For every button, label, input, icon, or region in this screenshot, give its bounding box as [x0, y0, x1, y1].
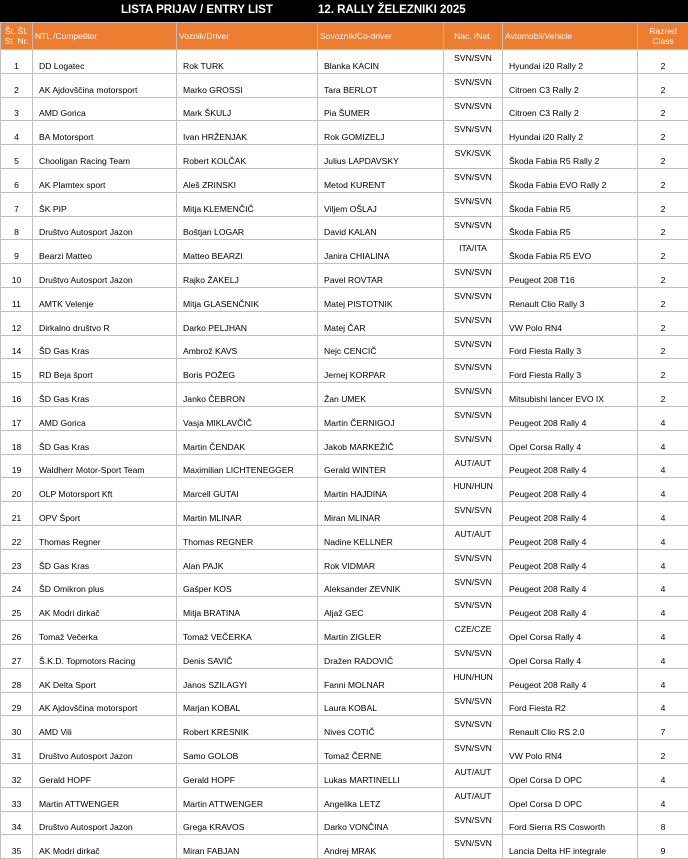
cell-codriver: Viljem OŠLAJ [318, 192, 444, 216]
cell-vehicle: Peugeot 208 T16 [503, 264, 638, 288]
cell-codriver: Julius LAPDAVSKY [318, 145, 444, 169]
cell-vehicle: Ford Fiesta Rally 3 [503, 335, 638, 359]
cell-nr: 35 [1, 835, 33, 859]
cell-codriver: Nejc CENCIČ [318, 335, 444, 359]
cell-driver: Martin ATTWENGER [177, 787, 318, 811]
cell-nr: 22 [1, 525, 33, 549]
table-row [1, 335, 688, 359]
cell-vehicle: Škoda Fabia EVO Rally 2 [503, 168, 638, 192]
cell-nr: 16 [1, 383, 33, 407]
cell-driver: Mitja BRATINA [177, 597, 318, 621]
cell-driver: Denis SAVIČ [177, 644, 318, 668]
cell-competitor: Bearzi Matteo [33, 240, 177, 264]
cell-vehicle: Peugeot 208 Rally 4 [503, 502, 638, 526]
cell-nr: 2 [1, 73, 33, 97]
table-row [1, 145, 688, 169]
cell-competitor: AK Ajdovščina motorsport [33, 73, 177, 97]
cell-driver: Alan PAJK [177, 549, 318, 573]
cell-driver: Maximilian LICHTENEGGER [177, 454, 318, 478]
cell-competitor: ŠD Omikron plus [33, 573, 177, 597]
cell-driver: Darko PELJHAN [177, 311, 318, 335]
cell-nr: 9 [1, 240, 33, 264]
cell-nr: 5 [1, 145, 33, 169]
cell-class: 4 [638, 430, 688, 454]
cell-driver: Boštjan LOGAR [177, 216, 318, 240]
cell-nat: SVN/SVN [444, 311, 503, 335]
cell-nr: 29 [1, 692, 33, 716]
table-row [1, 763, 688, 787]
table-row [1, 478, 688, 502]
cell-codriver: Laura KOBAL [318, 692, 444, 716]
cell-class: 7 [638, 716, 688, 740]
cell-competitor: AK Modri dirkač [33, 597, 177, 621]
cell-codriver: Pia ŠUMER [318, 97, 444, 121]
cell-competitor: OPV Šport [33, 502, 177, 526]
cell-driver: Marko GROSSI [177, 73, 318, 97]
table-row [1, 454, 688, 478]
cell-competitor: Tomaž Večerka [33, 621, 177, 645]
cell-nr: 18 [1, 430, 33, 454]
cell-class: 4 [638, 478, 688, 502]
cell-codriver: Martin HAJDINA [318, 478, 444, 502]
cell-vehicle: Opel Corsa Rally 4 [503, 644, 638, 668]
table-row [1, 597, 688, 621]
cell-competitor: DD Logatec [33, 50, 177, 74]
cell-nat: HUN/HUN [444, 478, 503, 502]
cell-competitor: AMTK Velenje [33, 287, 177, 311]
cell-competitor: Društvo Autosport Jazon [33, 216, 177, 240]
cell-driver: Tomaž VEČERKA [177, 621, 318, 645]
cell-nr: 28 [1, 668, 33, 692]
cell-nat: SVN/SVN [444, 573, 503, 597]
cell-nr: 12 [1, 311, 33, 335]
cell-vehicle: Peugeot 208 Rally 4 [503, 597, 638, 621]
cell-nat: SVN/SVN [444, 740, 503, 764]
cell-nat: AUT/AUT [444, 787, 503, 811]
cell-driver: Janos SZILAGYI [177, 668, 318, 692]
table-row [1, 811, 688, 835]
header-row [1, 23, 688, 50]
title-left: LISTA PRIJAV / ENTRY LIST [121, 4, 273, 16]
table-row [1, 168, 688, 192]
cell-driver: Martin MLINAR [177, 502, 318, 526]
cell-nr: 20 [1, 478, 33, 502]
cell-class: 4 [638, 597, 688, 621]
cell-competitor: ŠD Gas Kras [33, 335, 177, 359]
cell-class: 4 [638, 692, 688, 716]
header-vehicle: Avtomobil/Vehicle [503, 23, 638, 50]
cell-vehicle: Hyundai i20 Rally 2 [503, 121, 638, 145]
cell-vehicle: Opel Corsa D OPC [503, 787, 638, 811]
title-right: 12. RALLY ŽELEZNIKI 2025 [318, 4, 466, 16]
cell-nat: AUT/AUT [444, 454, 503, 478]
cell-vehicle: Peugeot 208 Rally 4 [503, 406, 638, 430]
cell-nr: 19 [1, 454, 33, 478]
cell-codriver: Andrej MRAK [318, 835, 444, 859]
cell-competitor: AMD Vili [33, 716, 177, 740]
cell-nr: 4 [1, 121, 33, 145]
table-row [1, 121, 688, 145]
cell-driver: Mitja GLASENČNIK [177, 287, 318, 311]
cell-competitor: OLP Motorsport Kft [33, 478, 177, 502]
table-row [1, 525, 688, 549]
cell-nat: SVN/SVN [444, 502, 503, 526]
cell-vehicle: Lancia Delta HF integrale [503, 835, 638, 859]
cell-driver: Marjan KOBAL [177, 692, 318, 716]
entry-list-table [0, 22, 688, 859]
cell-nat: SVN/SVN [444, 121, 503, 145]
table-row [1, 835, 688, 859]
cell-class: 2 [638, 121, 688, 145]
cell-codriver: Martin ČERNIGOJ [318, 406, 444, 430]
cell-nat: SVN/SVN [444, 264, 503, 288]
cell-vehicle: Peugeot 208 Rally 4 [503, 525, 638, 549]
cell-nr: 23 [1, 549, 33, 573]
cell-class: 4 [638, 502, 688, 526]
cell-nat: SVN/SVN [444, 73, 503, 97]
cell-competitor: Chooligan Racing Team [33, 145, 177, 169]
cell-codriver: Žan UMEK [318, 383, 444, 407]
cell-nat: SVN/SVN [444, 216, 503, 240]
cell-nat: SVN/SVN [444, 430, 503, 454]
cell-vehicle: Renault Clio Rally 3 [503, 287, 638, 311]
cell-competitor: Dirkalno društvo R [33, 311, 177, 335]
cell-vehicle: Ford Sierra RS Cosworth [503, 811, 638, 835]
header-driver: Voznik/Driver [177, 23, 318, 50]
cell-vehicle: Peugeot 208 Rally 4 [503, 573, 638, 597]
cell-competitor: AK Plamtex sport [33, 168, 177, 192]
header-codriver: Sovoznik/Co-driver [318, 23, 444, 50]
cell-nr: 25 [1, 597, 33, 621]
cell-class: 4 [638, 668, 688, 692]
header-nat: Nac. /Nat. [444, 23, 503, 50]
title-bar [0, 0, 688, 22]
cell-class: 2 [638, 216, 688, 240]
cell-nat: SVN/SVN [444, 692, 503, 716]
cell-codriver: Aljaž GEC [318, 597, 444, 621]
cell-nat: SVN/SVN [444, 811, 503, 835]
cell-vehicle: Opel Corsa Rally 4 [503, 430, 638, 454]
cell-driver: Grega KRAVOS [177, 811, 318, 835]
cell-competitor: ŠD Gas Kras [33, 383, 177, 407]
cell-competitor: Waldherr Motor-Sport Team [33, 454, 177, 478]
cell-driver: Robert KOLČAK [177, 145, 318, 169]
cell-driver: Janko ČEBRON [177, 383, 318, 407]
cell-class: 4 [638, 621, 688, 645]
cell-codriver: Gerald WINTER [318, 454, 444, 478]
cell-competitor: ŠD Gas Kras [33, 549, 177, 573]
cell-vehicle: Škoda Fabia R5 [503, 192, 638, 216]
cell-nat: SVN/SVN [444, 287, 503, 311]
cell-nr: 6 [1, 168, 33, 192]
header-class: Razred Class [638, 23, 688, 50]
cell-codriver: Martin ZIGLER [318, 621, 444, 645]
header-nr: Št. Št. St. Nr. [1, 23, 33, 50]
table-row [1, 359, 688, 383]
cell-competitor: Gerald HOPF [33, 763, 177, 787]
cell-competitor: AK Ajdovščina motorsport [33, 692, 177, 716]
cell-nr: 30 [1, 716, 33, 740]
cell-competitor: AK Delta Sport [33, 668, 177, 692]
cell-class: 2 [638, 264, 688, 288]
cell-competitor: BA Motorsport [33, 121, 177, 145]
cell-vehicle: Škoda Fabia R5 [503, 216, 638, 240]
cell-driver: Ambrož KAVS [177, 335, 318, 359]
table-row [1, 716, 688, 740]
cell-class: 2 [638, 240, 688, 264]
table-row [1, 644, 688, 668]
cell-driver: Rok TURK [177, 50, 318, 74]
cell-class: 2 [638, 192, 688, 216]
cell-codriver: Matej ČAR [318, 311, 444, 335]
cell-codriver: Darko VONČINA [318, 811, 444, 835]
cell-nat: AUT/AUT [444, 763, 503, 787]
table-row [1, 287, 688, 311]
cell-vehicle: Citroen C3 Rally 2 [503, 73, 638, 97]
table-row [1, 740, 688, 764]
table-row [1, 406, 688, 430]
cell-vehicle: Peugeot 208 Rally 4 [503, 549, 638, 573]
header-competitor: NTL /Competitor [33, 23, 177, 50]
cell-codriver: Pavel ROVTAR [318, 264, 444, 288]
cell-class: 4 [638, 454, 688, 478]
cell-class: 2 [638, 359, 688, 383]
cell-competitor: ŠK PIP [33, 192, 177, 216]
cell-driver: Mark ŠKULJ [177, 97, 318, 121]
cell-nr: 24 [1, 573, 33, 597]
table-row [1, 264, 688, 288]
cell-driver: Samo GOLOB [177, 740, 318, 764]
cell-nat: SVN/SVN [444, 168, 503, 192]
cell-codriver: Jernej KORPAR [318, 359, 444, 383]
cell-competitor: Š.K.D. Topmotors Racing [33, 644, 177, 668]
cell-codriver: Janira CHIALINA [318, 240, 444, 264]
cell-class: 4 [638, 644, 688, 668]
cell-nr: 15 [1, 359, 33, 383]
cell-vehicle: VW Polo RN4 [503, 311, 638, 335]
cell-codriver: Aleksander ZEVNIK [318, 573, 444, 597]
cell-class: 2 [638, 383, 688, 407]
cell-driver: Miran FABJAN [177, 835, 318, 859]
cell-nr: 14 [1, 335, 33, 359]
cell-driver: Rajko ŽAKELJ [177, 264, 318, 288]
cell-driver: Martin ČENDAK [177, 430, 318, 454]
cell-nat: SVN/SVN [444, 50, 503, 74]
table-row [1, 573, 688, 597]
cell-nat: CZE/CZE [444, 621, 503, 645]
cell-vehicle: Hyundai i20 Rally 2 [503, 50, 638, 74]
cell-competitor: Martin ATTWENGER [33, 787, 177, 811]
cell-class: 8 [638, 811, 688, 835]
cell-nat: SVN/SVN [444, 716, 503, 740]
cell-nat: SVN/SVN [444, 383, 503, 407]
cell-vehicle: Mitsubishi lancer EVO IX [503, 383, 638, 407]
cell-codriver: Rok VIDMAR [318, 549, 444, 573]
cell-vehicle: Peugeot 208 Rally 4 [503, 478, 638, 502]
cell-class: 2 [638, 168, 688, 192]
cell-nr: 21 [1, 502, 33, 526]
cell-nr: 26 [1, 621, 33, 645]
table-row [1, 621, 688, 645]
cell-codriver: Lukas MARTINELLI [318, 763, 444, 787]
cell-class: 9 [638, 835, 688, 859]
cell-codriver: Tomaž ČERNE [318, 740, 444, 764]
cell-codriver: Metod KURENT [318, 168, 444, 192]
cell-codriver: Blanka KACIN [318, 50, 444, 74]
cell-nat: ITA/ITA [444, 240, 503, 264]
cell-nat: SVN/SVN [444, 335, 503, 359]
cell-class: 2 [638, 287, 688, 311]
cell-driver: Gerald HOPF [177, 763, 318, 787]
table-row [1, 430, 688, 454]
cell-nr: 17 [1, 406, 33, 430]
cell-competitor: Društvo Autosport Jazon [33, 740, 177, 764]
cell-vehicle: Renault Clio RS 2.0 [503, 716, 638, 740]
cell-nr: 1 [1, 50, 33, 74]
table-row [1, 549, 688, 573]
cell-codriver: Nives COTIČ [318, 716, 444, 740]
cell-nr: 10 [1, 264, 33, 288]
cell-competitor: Thomas Regner [33, 525, 177, 549]
cell-nat: SVN/SVN [444, 597, 503, 621]
cell-driver: Aleš ZRINSKI [177, 168, 318, 192]
cell-vehicle: VW Polo RN4 [503, 740, 638, 764]
cell-nr: 11 [1, 287, 33, 311]
cell-driver: Thomas REGNER [177, 525, 318, 549]
cell-codriver: Jakob MARKEŽIČ [318, 430, 444, 454]
cell-driver: Ivan HRŽENJAK [177, 121, 318, 145]
cell-class: 2 [638, 97, 688, 121]
cell-driver: Marcell GUTAI [177, 478, 318, 502]
cell-driver: Mitja KLEMENČIČ [177, 192, 318, 216]
table-row [1, 216, 688, 240]
cell-vehicle: Ford Fiesta Rally 3 [503, 359, 638, 383]
cell-vehicle: Ford Fiesta R2 [503, 692, 638, 716]
cell-codriver: David KALAN [318, 216, 444, 240]
cell-driver: Robert KRESNIK [177, 716, 318, 740]
cell-competitor: AMD Gorica [33, 97, 177, 121]
cell-codriver: Nadine KELLNER [318, 525, 444, 549]
cell-codriver: Rok GOMIZELJ [318, 121, 444, 145]
cell-class: 4 [638, 549, 688, 573]
cell-class: 4 [638, 525, 688, 549]
cell-competitor: RD Beja šport [33, 359, 177, 383]
cell-codriver: Tara BERLOT [318, 73, 444, 97]
cell-nat: SVN/SVN [444, 359, 503, 383]
table-row [1, 192, 688, 216]
cell-class: 2 [638, 740, 688, 764]
cell-driver: Vasja MIKLAVČIČ [177, 406, 318, 430]
cell-nat: SVN/SVN [444, 835, 503, 859]
cell-class: 2 [638, 50, 688, 74]
cell-nat: SVN/SVN [444, 406, 503, 430]
table-row [1, 502, 688, 526]
cell-nr: 34 [1, 811, 33, 835]
cell-codriver: Fanni MOLNAR [318, 668, 444, 692]
cell-vehicle: Peugeot 208 Rally 4 [503, 454, 638, 478]
cell-class: 2 [638, 145, 688, 169]
cell-codriver: Angelika LETZ [318, 787, 444, 811]
cell-nr: 27 [1, 644, 33, 668]
cell-class: 2 [638, 311, 688, 335]
cell-nat: SVN/SVN [444, 97, 503, 121]
cell-competitor: Društvo Autosport Jazon [33, 264, 177, 288]
cell-codriver: Miran MLINAR [318, 502, 444, 526]
cell-nr: 8 [1, 216, 33, 240]
cell-nr: 33 [1, 787, 33, 811]
cell-nat: SVN/SVN [444, 549, 503, 573]
table-row [1, 787, 688, 811]
cell-nr: 32 [1, 763, 33, 787]
cell-class: 4 [638, 573, 688, 597]
cell-class: 2 [638, 73, 688, 97]
cell-vehicle: Opel Corsa D OPC [503, 763, 638, 787]
table-row [1, 240, 688, 264]
cell-class: 4 [638, 763, 688, 787]
cell-class: 4 [638, 787, 688, 811]
table-row [1, 311, 688, 335]
cell-nr: 3 [1, 97, 33, 121]
table-row [1, 50, 688, 74]
cell-codriver: Dražen RADOVIČ [318, 644, 444, 668]
cell-nat: SVN/SVN [444, 192, 503, 216]
cell-nr: 7 [1, 192, 33, 216]
cell-nat: HUN/HUN [444, 668, 503, 692]
cell-codriver: Matej PISTOTNIK [318, 287, 444, 311]
cell-driver: Boris POŽEG [177, 359, 318, 383]
table-row [1, 668, 688, 692]
cell-class: 4 [638, 406, 688, 430]
table-row [1, 692, 688, 716]
cell-driver: Gašper KOS [177, 573, 318, 597]
table-row [1, 383, 688, 407]
cell-nat: SVN/SVN [444, 644, 503, 668]
cell-driver: Matteo BEARZI [177, 240, 318, 264]
table-row [1, 97, 688, 121]
cell-vehicle: Škoda Fabia R5 Rally 2 [503, 145, 638, 169]
cell-nat: SVK/SVK [444, 145, 503, 169]
cell-vehicle: Citroen C3 Rally 2 [503, 97, 638, 121]
cell-vehicle: Peugeot 208 Rally 4 [503, 668, 638, 692]
cell-vehicle: Opel Corsa Rally 4 [503, 621, 638, 645]
cell-competitor: AMD Gorica [33, 406, 177, 430]
cell-competitor: Društvo Autosport Jazon [33, 811, 177, 835]
cell-nat: AUT/AUT [444, 525, 503, 549]
cell-vehicle: Škoda Fabia R5 EVO [503, 240, 638, 264]
cell-competitor: AK Modri dirkač [33, 835, 177, 859]
cell-competitor: ŠD Gas Kras [33, 430, 177, 454]
cell-class: 2 [638, 335, 688, 359]
table-row [1, 73, 688, 97]
cell-nr: 31 [1, 740, 33, 764]
